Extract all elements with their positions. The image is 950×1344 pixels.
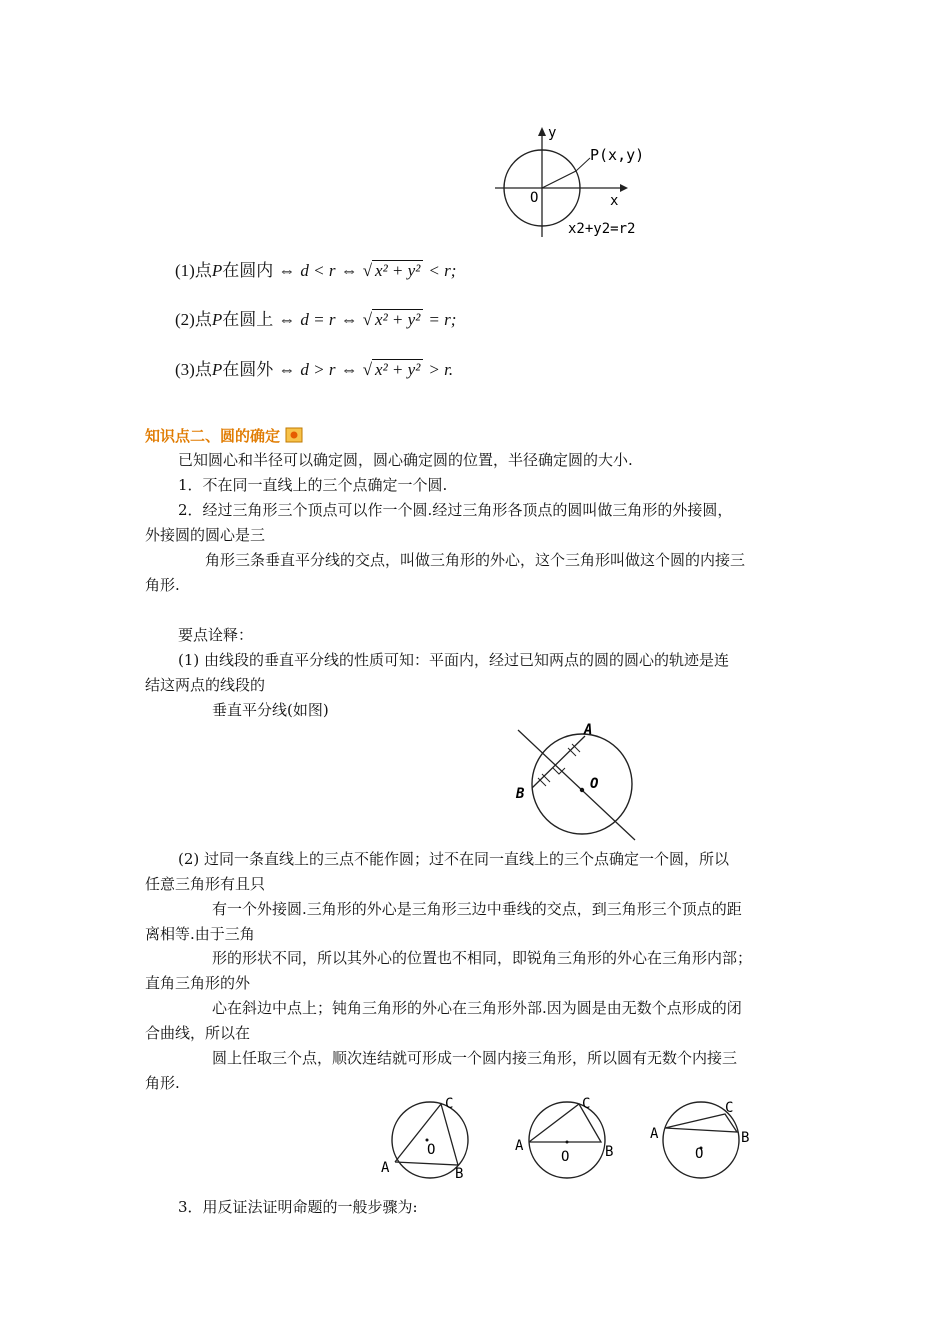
center-point (580, 788, 584, 792)
note-2-line7: 心在斜边中点上；钝角三角形的外心在三角形外部.因为圆是由无数个点形成的闭 (212, 999, 742, 1017)
tick-mark (538, 778, 546, 786)
iff-symbol: ⇔ (278, 261, 296, 280)
note-2-line6: 直角三角形的外 (145, 974, 251, 992)
condition-row-2 (175, 305, 456, 333)
label-o: O (590, 776, 599, 792)
label-a: A (515, 1138, 524, 1154)
sqrt-expression: x² + y² (372, 260, 423, 280)
note-1-line2: 结这两点的线段的 (145, 676, 266, 694)
section-title: 知识点二、圆的确定 (145, 427, 281, 445)
label-b: B (741, 1130, 750, 1146)
note-icon[interactable] (285, 427, 303, 443)
label-c: C (582, 1096, 591, 1112)
label-o: O (561, 1149, 570, 1165)
cond-var: P (211, 310, 223, 329)
paragraph-2-line2: 外接圆的圆心是三 (145, 526, 266, 544)
origin-label: O (530, 190, 539, 206)
label-b: B (455, 1166, 464, 1182)
note-2-line5: 形的形状不同，所以其外心的位置也不相同，即锐角三角形的外心在三角形内部； (212, 949, 753, 967)
acute-triangle-diagram (381, 1096, 468, 1182)
radius-op (542, 171, 576, 188)
iff-symbol: ⇔ (340, 310, 358, 329)
iff-symbol: ⇔ (340, 360, 358, 379)
cond-label: (3)点 (175, 360, 212, 379)
sqrt-expression: x² + y² (372, 309, 423, 329)
label-a: A (584, 722, 593, 738)
sqrt-expression: x² + y² (372, 359, 423, 379)
paragraph-2-line1: 2．经过三角形三个顶点可以作一个圆.经过三角形各顶点的圆叫做三角形的外接圆， (178, 501, 733, 519)
perpendicular-bisector-figure (510, 722, 645, 847)
iff-symbol: ⇔ (340, 261, 358, 280)
right-triangle-diagram (515, 1096, 613, 1178)
paragraph-2-line4: 角形. (145, 576, 180, 594)
point-p-label: P(x,y) (590, 146, 645, 164)
note-2-line1: (2) 过同一条直线上的三点不能作圆；过不在同一直线上的三个点确定一个圆，所以 (178, 850, 730, 868)
note-1-line1: (1) 由线段的垂直平分线的性质可知：平面内，经过已知两点的圆的圆心的轨迹是连 (178, 651, 730, 669)
paragraph-3: 3．用反证法证明命题的一般步骤为: (178, 1198, 418, 1216)
cond-label: (2)点 (175, 310, 212, 329)
circumcenter-triangles-figure (375, 1092, 775, 1182)
obtuse-triangle-diagram (650, 1100, 749, 1178)
notes-title: 要点诠释： (178, 626, 254, 644)
paragraph-intro: 已知圆心和半径可以确定圆，圆心确定圆的位置，半径确定圆的大小. (178, 451, 633, 469)
cond-relation: d < r (300, 261, 336, 280)
iff-symbol: ⇔ (278, 360, 296, 379)
paragraph-1: 1．不在同一直线上的三个点确定一个圆. (178, 476, 448, 494)
tick-mark (542, 774, 550, 782)
cond-relation-2: = r; (428, 310, 457, 329)
cond-relation-2: < r; (428, 261, 457, 280)
note-2-line2: 任意三角形有且只 (145, 875, 266, 893)
iff-symbol: ⇔ (278, 310, 296, 329)
section-heading (145, 425, 303, 446)
cond-var: P (211, 261, 223, 280)
label-b: B (605, 1144, 614, 1160)
pointer-line (576, 158, 590, 171)
note-2-line10: 角形. (145, 1074, 180, 1092)
label-a: A (381, 1160, 390, 1176)
coordinate-circle-figure (490, 122, 660, 240)
note-2-line8: 合曲线，所以在 (145, 1024, 251, 1042)
center-point (566, 1141, 569, 1144)
note-2-line4: 离相等.由于三角 (145, 925, 255, 943)
cond-var: P (211, 360, 223, 379)
sqrt-sign: √ (362, 261, 373, 280)
cond-text: 在圆外 (222, 360, 274, 379)
sqrt-sign: √ (362, 360, 373, 379)
condition-row-3 (175, 355, 453, 383)
condition-row-1 (175, 256, 456, 284)
label-c: C (445, 1096, 454, 1112)
x-axis-label: x (610, 193, 619, 209)
cond-text: 在圆内 (222, 261, 274, 280)
sqrt-sign: √ (362, 310, 373, 329)
y-axis-label: y (548, 125, 557, 141)
label-o: O (427, 1142, 436, 1158)
y-axis-arrow (538, 127, 546, 136)
circle-equation: x2+y2=r2 (568, 221, 636, 237)
x-axis-arrow (620, 184, 628, 192)
paragraph-2-line3: 角形三条垂直平分线的交点，叫做三角形的外心，这个三角形叫做这个圆的内接三 (205, 551, 746, 569)
note-1-line3: 垂直平分线(如图) (212, 701, 329, 719)
cond-relation: d > r (300, 360, 336, 379)
label-c: C (725, 1100, 734, 1116)
cond-relation: d = r (300, 310, 336, 329)
cond-relation-2: > r. (428, 360, 454, 379)
label-o: O (695, 1146, 704, 1162)
label-a: A (650, 1126, 659, 1142)
cond-text: 在圆上 (222, 310, 274, 329)
label-b: B (516, 786, 525, 802)
circle (532, 734, 632, 834)
triangle (665, 1114, 737, 1132)
note-2-line3: 有一个外接圆.三角形的外心是三角形三边中垂线的交点，到三角形三个顶点的距 (212, 900, 742, 918)
note-2-line9: 圆上任取三个点，顺次连结就可形成一个圆内接三角形，所以圆有无数个内接三 (212, 1049, 738, 1067)
cond-label: (1)点 (175, 261, 212, 280)
